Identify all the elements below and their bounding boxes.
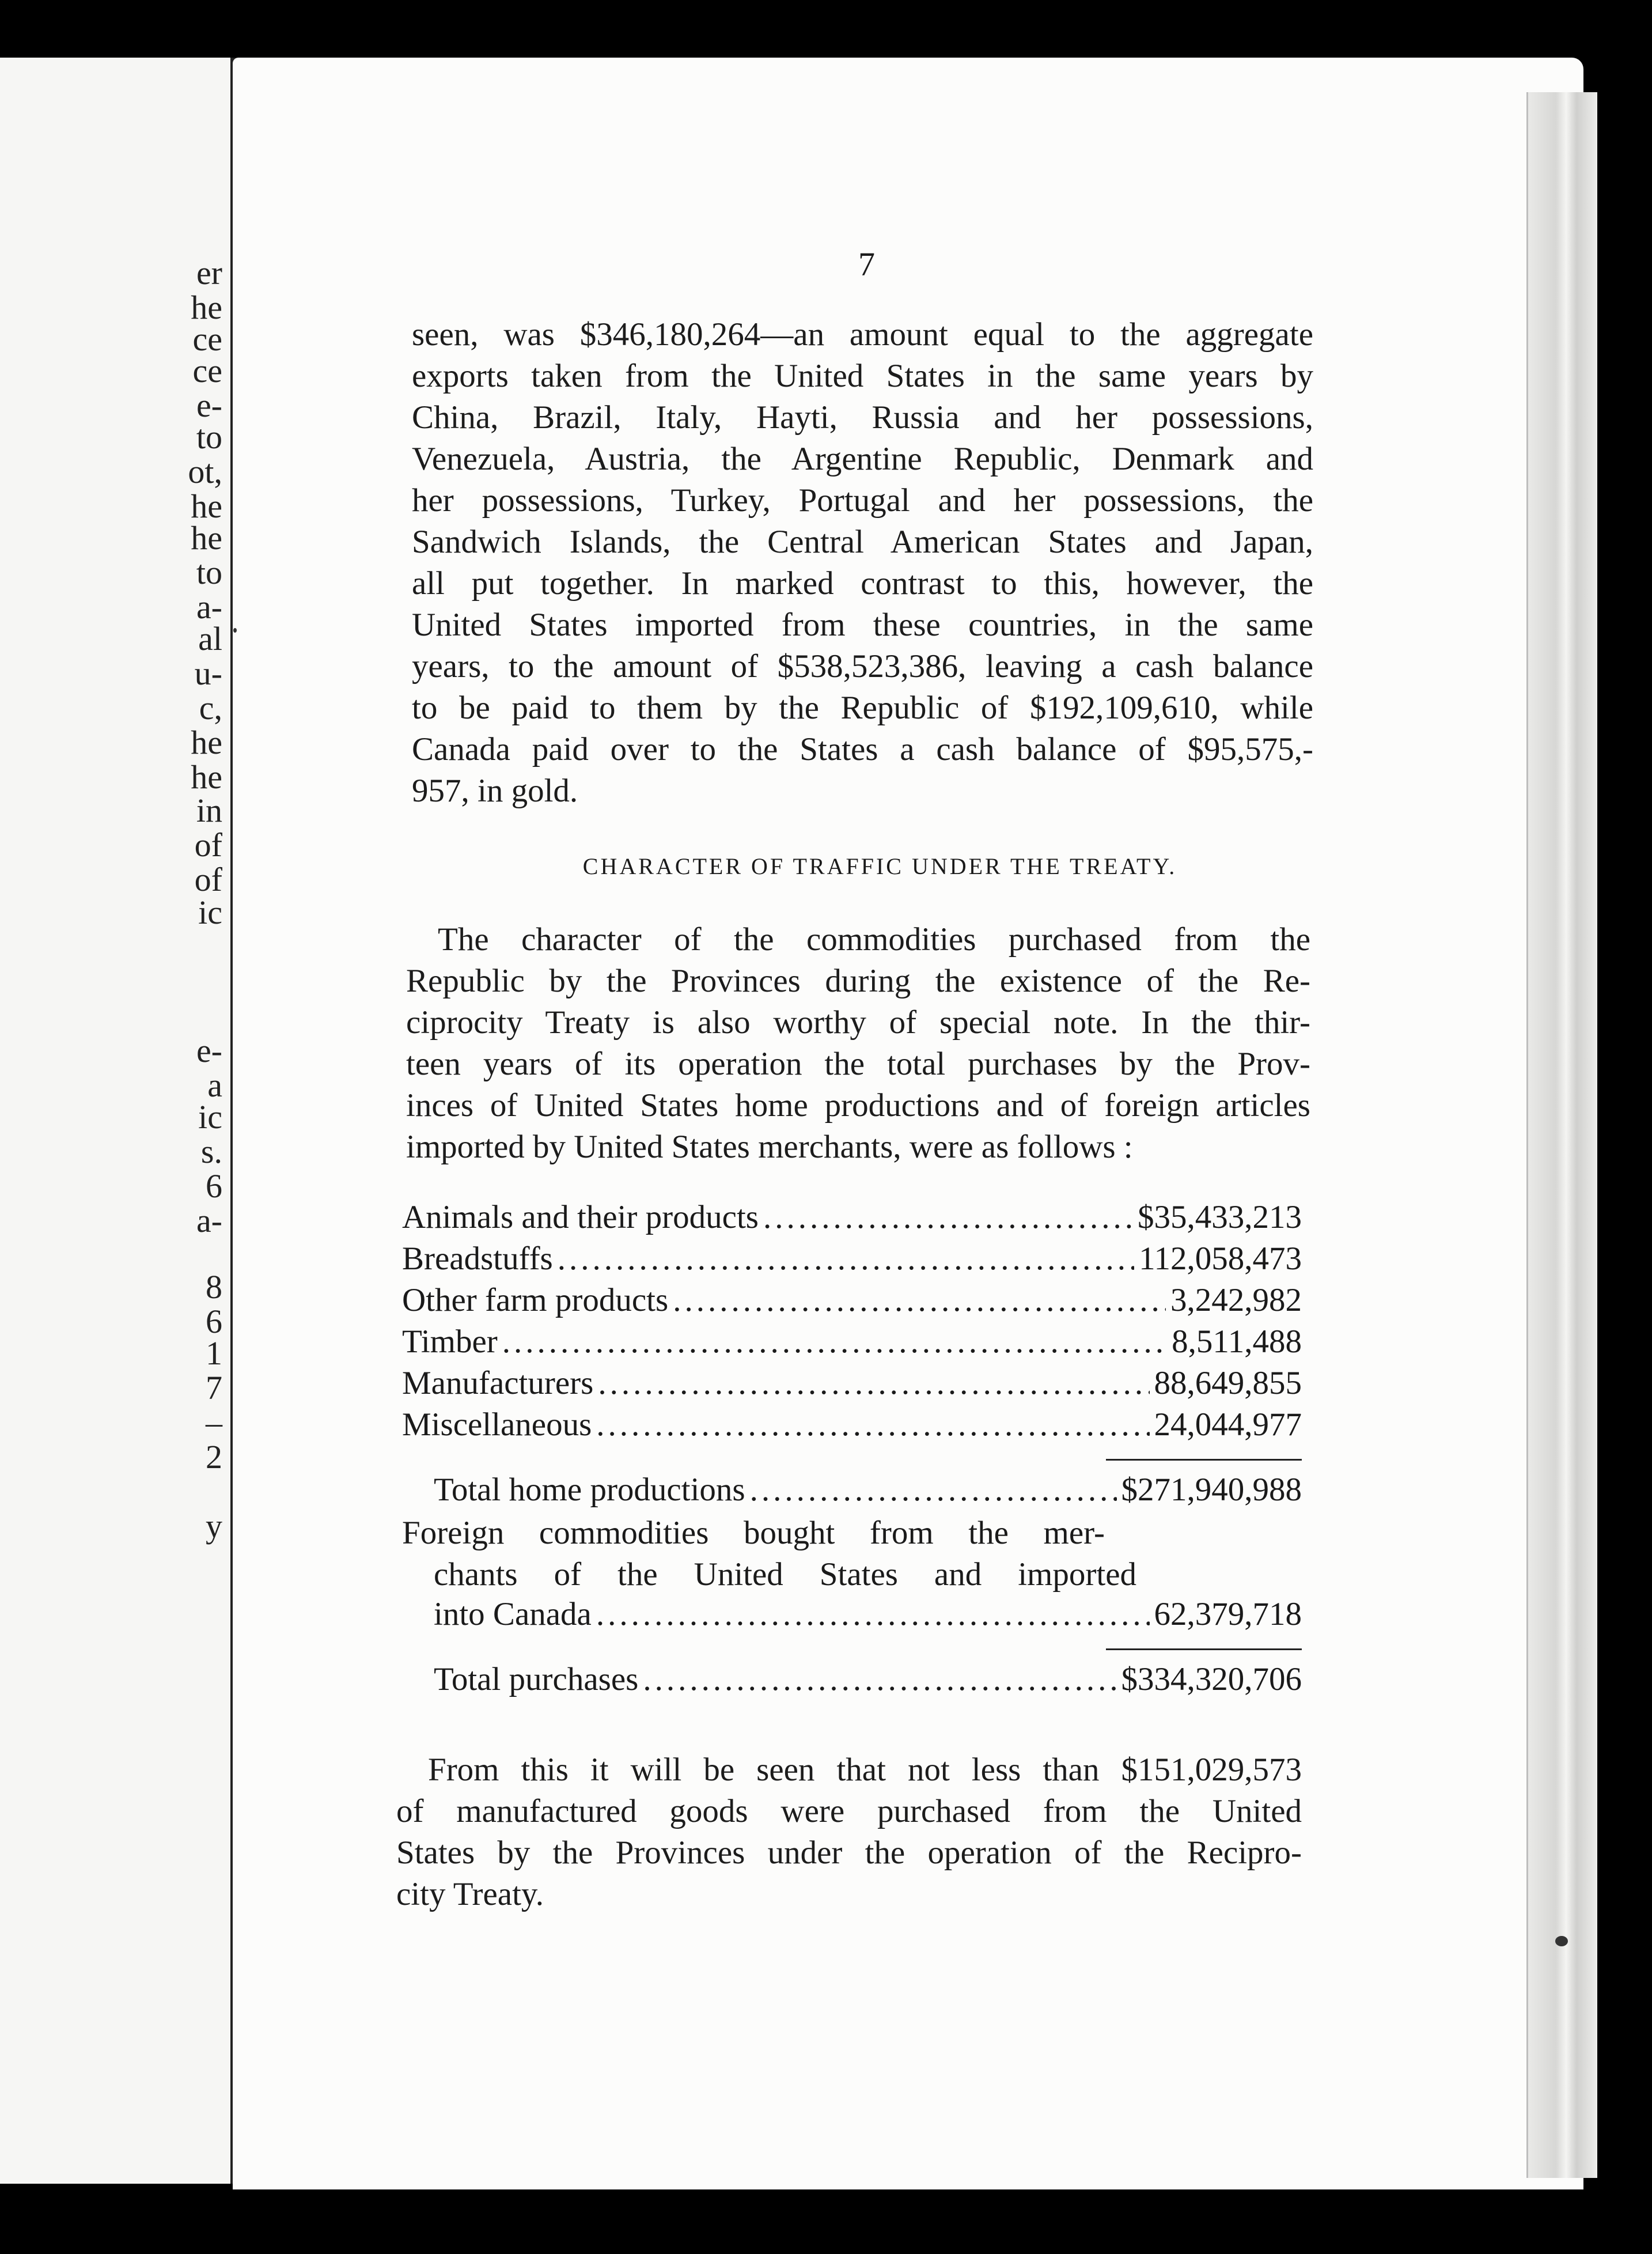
ledger-row-total-purchases bbox=[402, 1661, 1302, 1702]
left-page-text: he bbox=[191, 487, 222, 525]
foreign-line: chants of the United States and imported bbox=[434, 1556, 1136, 1593]
ledger-label: Total purchases bbox=[434, 1661, 639, 1697]
left-page-text: ce bbox=[192, 352, 222, 389]
text-line: of manufactured goods were purchased from the United bbox=[396, 1793, 1302, 1829]
leader-dots bbox=[750, 1471, 1117, 1508]
left-page-text: c, bbox=[199, 689, 222, 727]
page-number: 7 bbox=[858, 245, 875, 283]
left-page-text: ot, bbox=[188, 453, 222, 490]
left-page-text: to bbox=[196, 554, 222, 591]
left-page-text: in bbox=[196, 792, 222, 829]
left-page-text: of bbox=[194, 826, 222, 864]
text-line: exports taken from the United States in the same years by bbox=[412, 358, 1313, 394]
foreign-commodities bbox=[402, 1512, 1302, 1595]
text-line: imported by United States merchants, were as follows : bbox=[406, 1129, 1133, 1165]
left-page-text: he bbox=[191, 289, 222, 326]
foreign-line: Foreign commodities bought from the mer- bbox=[402, 1515, 1105, 1551]
ledger-row bbox=[402, 1240, 1302, 1281]
paragraph-2 bbox=[406, 919, 1310, 1168]
ledger-amount: 112,058,473 bbox=[1139, 1241, 1302, 1277]
left-page-text: s. bbox=[200, 1133, 222, 1170]
ledger-row bbox=[402, 1323, 1302, 1364]
ledger-row bbox=[402, 1281, 1302, 1323]
ledger-row bbox=[402, 1406, 1302, 1447]
text-line: years, to the amount of $538,523,386, leaving a cash balance bbox=[412, 648, 1313, 684]
left-page-text: 2 bbox=[206, 1438, 222, 1476]
left-page-text: a- bbox=[196, 588, 222, 626]
left-page-text: ic bbox=[198, 894, 222, 931]
ledger-label: Other farm products bbox=[402, 1282, 669, 1318]
text-line: From this it will be seen that not less than $151,029,573 bbox=[428, 1752, 1302, 1788]
ledger-label: Breadstuffs bbox=[402, 1241, 553, 1277]
ledger-label: Animals and their products bbox=[402, 1199, 759, 1235]
text-line: States by the Provinces under the operation of the Recipro- bbox=[396, 1835, 1302, 1871]
left-page-text: 7 bbox=[206, 1369, 222, 1406]
leader-dots bbox=[643, 1661, 1116, 1698]
left-page-text: 6 bbox=[206, 1167, 222, 1205]
ledger-label: Total home productions bbox=[434, 1472, 745, 1508]
text-line: 957, in gold. bbox=[412, 773, 578, 809]
ledger-amount: $334,320,706 bbox=[1121, 1661, 1302, 1697]
text-line: China, Brazil, Italy, Hayti, Russia and her possessions, bbox=[412, 399, 1313, 436]
left-page-text: – bbox=[206, 1404, 222, 1441]
text-line: to be paid to them by the Republic of $192,109,610, while bbox=[412, 690, 1313, 726]
text-line: ciprocity Treaty is also worthy of special note. In the thir- bbox=[406, 1004, 1310, 1041]
text-line: city Treaty. bbox=[396, 1876, 544, 1912]
left-page-text: to bbox=[196, 418, 222, 456]
text-line: United States imported from these countries, in the same bbox=[412, 607, 1313, 643]
left-page-text: ic bbox=[198, 1098, 222, 1136]
left-page-text: y bbox=[206, 1507, 222, 1545]
left-page-text: u- bbox=[194, 655, 222, 692]
text-line: Canada paid over to the States a cash balance of $95,575,- bbox=[412, 731, 1313, 767]
left-page-text: he bbox=[191, 519, 222, 557]
left-page-text: 1 bbox=[206, 1334, 222, 1372]
purchases-ledger bbox=[402, 1198, 1302, 1702]
ledger-row-foreign bbox=[402, 1595, 1302, 1637]
leader-dots bbox=[763, 1198, 1133, 1236]
ledger-row bbox=[402, 1364, 1302, 1406]
page-edge bbox=[1526, 92, 1597, 2178]
text-line: all put together. In marked contrast to this, however, the bbox=[412, 565, 1313, 602]
left-page-text: e- bbox=[196, 387, 222, 424]
text-line: inces of United States home productions and of foreign articles bbox=[406, 1087, 1310, 1124]
left-page-text: of bbox=[194, 861, 222, 898]
ledger-amount: $271,940,988 bbox=[1121, 1472, 1302, 1508]
left-page-text: e- bbox=[196, 1032, 222, 1069]
left-page-text: ce bbox=[192, 320, 222, 358]
leader-dots bbox=[673, 1281, 1166, 1319]
paragraph-1 bbox=[412, 314, 1313, 812]
text-line: Sandwich Islands, the Central American States and Japan, bbox=[412, 524, 1313, 560]
text-line: her possessions, Turkey, Portugal and her possessions, the bbox=[412, 482, 1313, 519]
ledger-amount: 88,649,855 bbox=[1154, 1365, 1302, 1401]
left-page-fragment bbox=[0, 58, 238, 2184]
leader-dots bbox=[596, 1406, 1149, 1443]
left-page-text: al bbox=[198, 620, 222, 657]
total-rule bbox=[1106, 1648, 1302, 1650]
ledger-label: Miscellaneous bbox=[402, 1406, 592, 1443]
ledger-label: into Canada bbox=[434, 1596, 592, 1632]
section-heading: CHARACTER OF TRAFFIC UNDER THE TREATY. bbox=[582, 853, 1177, 879]
ledger-row bbox=[402, 1198, 1302, 1240]
text-line: Venezuela, Austria, the Argentine Republic, Denmark and bbox=[412, 441, 1313, 477]
text-line: The character of the commodities purchased from the bbox=[438, 921, 1310, 958]
text-line: seen, was $346,180,264—an amount equal to the aggregate bbox=[412, 316, 1313, 353]
ledger-amount: 62,379,718 bbox=[1154, 1596, 1302, 1632]
left-page-text: 8 bbox=[206, 1268, 222, 1306]
ledger-label: Timber bbox=[402, 1323, 498, 1360]
ledger-amount: $35,433,213 bbox=[1138, 1199, 1302, 1235]
left-page-text: he bbox=[191, 758, 222, 796]
subtotal-rule bbox=[1106, 1459, 1302, 1461]
left-page-text: a bbox=[207, 1067, 222, 1104]
leader-dots bbox=[502, 1323, 1167, 1360]
leader-dots bbox=[596, 1595, 1150, 1633]
leader-dots bbox=[598, 1364, 1149, 1402]
left-page-text: 6 bbox=[206, 1303, 222, 1340]
left-page-text: er bbox=[196, 254, 222, 292]
ink-speck bbox=[1555, 1936, 1568, 1946]
ledger-row-total-home bbox=[402, 1471, 1302, 1512]
left-page-text: a- bbox=[196, 1202, 222, 1239]
ink-speck bbox=[233, 628, 237, 633]
ledger-amount: 24,044,977 bbox=[1154, 1406, 1302, 1443]
paragraph-3 bbox=[396, 1749, 1302, 1915]
text-line: teen years of its operation the total purchases by the Prov- bbox=[406, 1046, 1310, 1082]
ledger-label: Manufacturers bbox=[402, 1365, 594, 1401]
left-page-text: he bbox=[191, 724, 222, 761]
ledger-amount: 3,242,982 bbox=[1170, 1282, 1302, 1318]
ledger-amount: 8,511,488 bbox=[1172, 1323, 1302, 1360]
leader-dots bbox=[558, 1240, 1134, 1277]
text-line: Republic by the Provinces during the existence of the Re- bbox=[406, 963, 1310, 999]
